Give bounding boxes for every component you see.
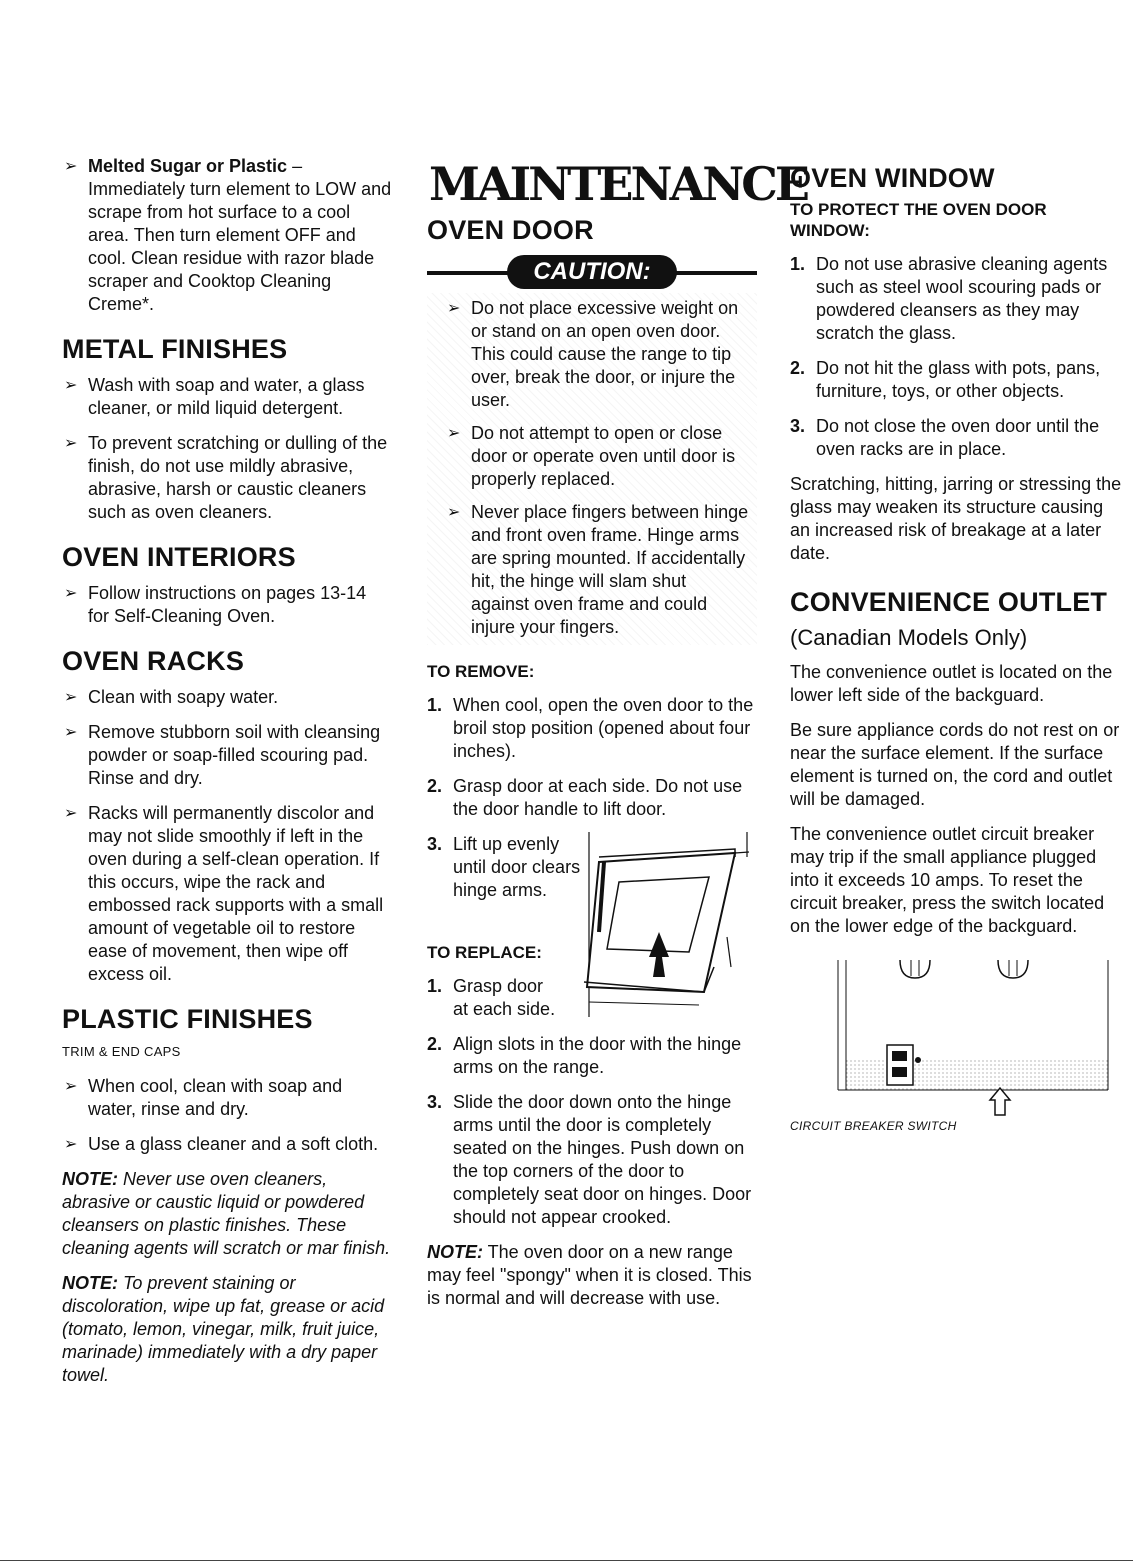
- arrow-bullet-icon: ➢: [64, 585, 78, 602]
- replace-step-1: Grasp door at each side.: [453, 976, 556, 1019]
- arrow-bullet-icon: ➢: [447, 425, 461, 442]
- step-number: 3.: [427, 834, 443, 854]
- racks-bullet-3: Racks will permanently discolor and may not slide smoothly if left in the oven during a self-clean operation. If this occurs, wipe the rack and embossed rack supports with a small amount of vegetable oil to restore ease of movement, then wipe off excess oil.: [88, 803, 384, 984]
- note-text: To prevent staining or discoloration, wipe up fat, grease or acid (tomato, lemon, vinegar, milk, fruit juice, marinade) immediately with a dry paper towel.: [62, 1273, 385, 1385]
- window-step-1: Do not use abrasive cleaning agents such as steel wool scouring pads or powdered cleansers as they may scratch the glass.: [816, 254, 1108, 343]
- page-title: MAINTENANCE: [429, 157, 807, 211]
- list-item: [445, 297, 749, 412]
- remove-step-1: When cool, open the oven door to the broil stop position (opened about four inches).: [453, 695, 754, 761]
- note-text: Never use oven cleaners, abrasive or caustic liquid or powdered cleansers on plastic finishes. These cleaning agents will scratch or mar finish.: [62, 1169, 391, 1258]
- list-item: [62, 374, 392, 420]
- arrow-bullet-icon: ➢: [64, 689, 78, 706]
- step-number: 1.: [427, 976, 443, 996]
- oven-window-heading: OVEN WINDOW: [790, 163, 995, 193]
- list-item: [790, 415, 1122, 461]
- to-remove-heading: TO REMOVE:: [427, 662, 535, 681]
- remove-step-2: Grasp door at each side. Do not use the door handle to lift door.: [453, 776, 743, 819]
- melted-sugar-bullet: [62, 155, 392, 316]
- metal-finishes-heading: METAL FINISHES: [62, 334, 288, 364]
- list-item: [62, 802, 392, 986]
- caution-banner: [427, 255, 757, 289]
- window-paragraph: Scratching, hitting, jarring or stressing the glass may weaken its structure causing an increased risk of breakage at a later date.: [790, 474, 1122, 563]
- list-item: [62, 582, 392, 628]
- note-label: NOTE:: [427, 1242, 483, 1262]
- plastic-finishes-heading: PLASTIC FINISHES: [62, 1004, 313, 1034]
- outlet-figure: [790, 960, 1122, 1133]
- list-item: [427, 1033, 757, 1079]
- interiors-bullet-1: Follow instructions on pages 13-14 for Self-Cleaning Oven.: [88, 583, 367, 626]
- arrow-bullet-icon: ➢: [64, 435, 78, 452]
- to-replace-heading: TO REPLACE:: [427, 943, 542, 962]
- window-step-3: Do not close the oven door until the oven racks are in place.: [816, 416, 1100, 459]
- note-label: NOTE:: [62, 1169, 118, 1189]
- step-number: 2.: [427, 1034, 443, 1054]
- list-item: [62, 686, 392, 709]
- list-item: [62, 1133, 392, 1156]
- melted-sugar-text: – Immediately turn element to LOW and scrape from hot surface to a cool area. Then turn element OFF and cool. Clean residue with razor blade scraper and Cooktop Cleaning Creme*.: [88, 156, 392, 314]
- right-column: [790, 155, 1122, 1133]
- replace-step-3: Slide the door down onto the hinge arms until the door is completely seated on the hinges. Push down on the top corners of the door to completely seat door on hinges. Door should not appear crooked.: [453, 1092, 752, 1227]
- door-step-with-figure: [427, 833, 757, 938]
- arrow-bullet-icon: ➢: [64, 805, 78, 822]
- list-item: [445, 501, 749, 639]
- caution-bullet-3: Never place fingers between hinge and front oven frame. Hinge arms are spring mounted. If accidentally hit, the hinge will slam shut against oven frame and could injure your fingers.: [471, 502, 749, 637]
- note-label: NOTE:: [62, 1273, 118, 1293]
- caution-label: CAUTION:: [507, 255, 677, 289]
- arrow-bullet-icon: ➢: [64, 1078, 78, 1095]
- step-number: 3.: [790, 416, 806, 436]
- step-number: 1.: [427, 695, 443, 715]
- oven-interiors-heading: OVEN INTERIORS: [62, 542, 296, 572]
- note-cleaners: [62, 1168, 392, 1260]
- list-item: [62, 1075, 392, 1121]
- caution-bullet-2: Do not attempt to open or close door or operate oven until door is properly replaced.: [471, 423, 736, 489]
- caution-bullet-1: Do not place excessive weight on or stand on an open oven door. This could cause the range to tip over, break the door, or injure the user.: [471, 298, 739, 410]
- arrow-bullet-icon: ➢: [447, 300, 461, 317]
- caution-box: [427, 293, 757, 645]
- remove-step-3: Lift up evenly until door clears hinge arms.: [453, 834, 581, 900]
- list-item: [62, 721, 392, 790]
- outlet-subheading: (Canadian Models Only): [790, 625, 1028, 650]
- racks-bullet-1: Clean with soapy water.: [88, 687, 279, 707]
- list-item: [427, 775, 757, 821]
- left-column: [62, 155, 392, 1399]
- oven-window-subheading: TO PROTECT THE OVEN DOOR WINDOW:: [790, 200, 1047, 240]
- list-item: [790, 253, 1122, 345]
- arrow-bullet-icon: ➢: [447, 504, 461, 521]
- window-step-2: Do not hit the glass with pots, pans, furniture, toys, or other objects.: [816, 358, 1101, 401]
- replace-section: [427, 942, 757, 1310]
- outlet-paragraph-1: The convenience outlet is located on the lower left side of the backguard.: [790, 662, 1113, 705]
- outlet-paragraph-3: The convenience outlet circuit breaker may trip if the small appliance plugged into it exceeds 10 amps. To reset the circuit breaker, press the switch located on the lower edge of the backguard.: [790, 824, 1105, 936]
- arrow-bullet-icon: ➢: [64, 724, 78, 741]
- figure-caption: CIRCUIT BREAKER SWITCH: [790, 1119, 957, 1133]
- convenience-outlet-heading: CONVENIENCE OUTLET: [790, 587, 1108, 617]
- replace-step-2: Align slots in the door with the hinge arms on the range.: [453, 1034, 742, 1077]
- list-item: [62, 432, 392, 524]
- step-number: 2.: [427, 776, 443, 796]
- step-number: 2.: [790, 358, 806, 378]
- step-number: 3.: [427, 1092, 443, 1112]
- outlet-paragraph-2: Be sure appliance cords do not rest on or near the surface element. If the surface element is turned on, the cord and outlet will be damaged.: [790, 720, 1120, 809]
- plastic-bullet-1: When cool, clean with soap and water, rinse and dry.: [88, 1076, 343, 1119]
- list-item: [427, 694, 757, 763]
- list-item: [790, 357, 1122, 403]
- plastic-bullet-2: Use a glass cleaner and a soft cloth.: [88, 1134, 379, 1154]
- step-number: 1.: [790, 254, 806, 274]
- oven-racks-heading: OVEN RACKS: [62, 646, 245, 676]
- arrow-bullet-icon: ➢: [64, 158, 78, 175]
- backguard-illustration: [790, 960, 1120, 1120]
- middle-column: [427, 155, 807, 1322]
- list-item: [427, 1091, 757, 1229]
- racks-bullet-2: Remove stubborn soil with cleansing powder or soap-filled scouring pad. Rinse and dry.: [88, 722, 381, 788]
- list-item: [445, 422, 749, 491]
- melted-sugar-label: Melted Sugar or Plastic: [88, 156, 288, 176]
- note-spongy: [427, 1241, 757, 1310]
- page-bottom-rule: [0, 1560, 1133, 1561]
- plastic-subheading: TRIM & END CAPS: [62, 1044, 181, 1059]
- metal-bullet-2: To prevent scratching or dulling of the finish, do not use mildly abrasive, abrasive, harsh or caustic cleaners such as oven cleaners.: [88, 433, 388, 522]
- metal-bullet-1: Wash with soap and water, a glass cleaner, or mild liquid detergent.: [88, 375, 365, 418]
- note-text: The oven door on a new range may feel "spongy" when it is closed. This is normal and will decrease with use.: [427, 1242, 752, 1308]
- arrow-bullet-icon: ➢: [64, 377, 78, 394]
- note-staining: [62, 1272, 392, 1387]
- list-item: [427, 975, 563, 1021]
- arrow-bullet-icon: ➢: [64, 1136, 78, 1153]
- oven-door-heading: OVEN DOOR: [427, 215, 594, 245]
